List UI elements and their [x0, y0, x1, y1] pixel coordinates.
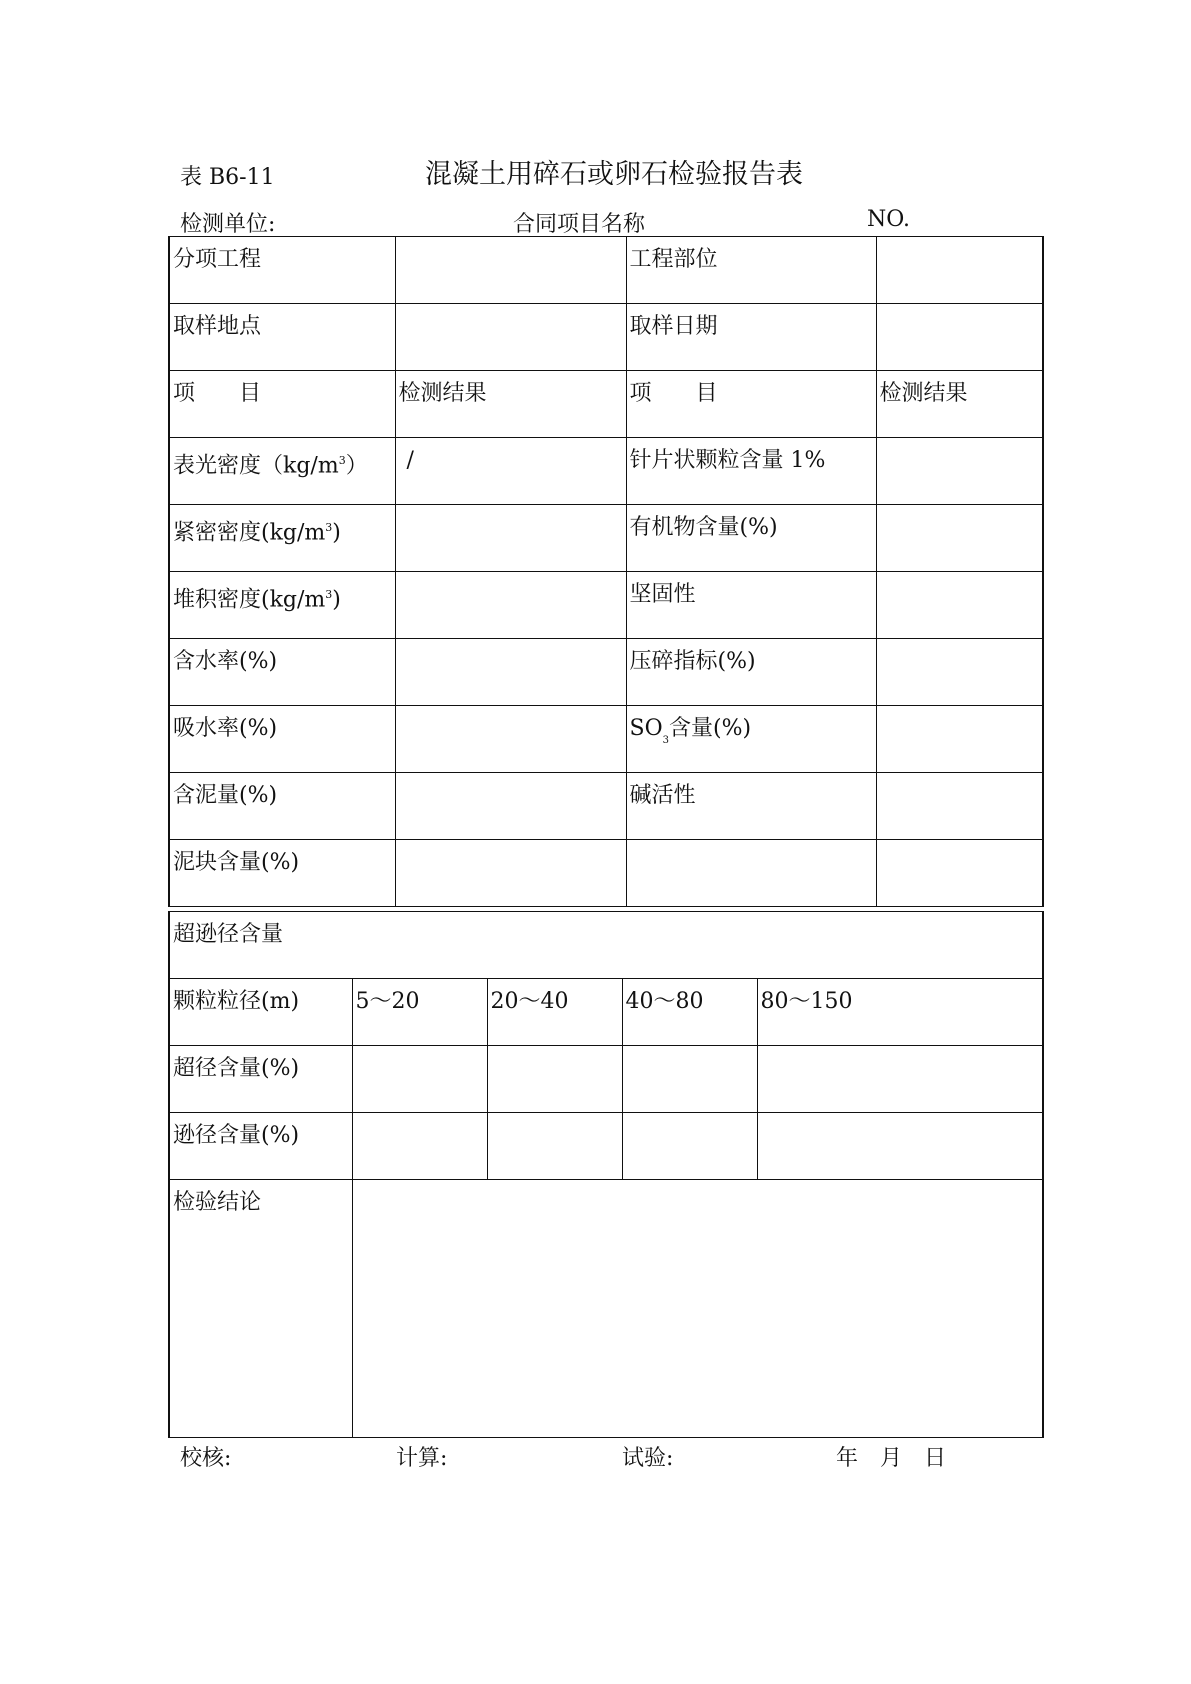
testing-unit-label: 检测单位: — [180, 212, 276, 237]
result-field[interactable] — [395, 840, 626, 907]
table-row — [169, 438, 1043, 505]
test-results-table — [168, 236, 1044, 907]
sampling-date-field[interactable] — [876, 304, 1043, 371]
result-field[interactable] — [395, 773, 626, 840]
item-label: 有机物含量(%) — [626, 505, 876, 572]
oversize-field[interactable] — [622, 1046, 757, 1113]
column-header-item-left: 项 目 — [169, 371, 395, 438]
result-field[interactable]: / — [395, 438, 626, 505]
undersize-field[interactable] — [487, 1113, 622, 1180]
document-title: 混凝土用碎石或卵石检验报告表 — [425, 159, 803, 190]
undersize-field[interactable] — [622, 1113, 757, 1180]
particle-size-label: 颗粒粒径(m) — [169, 979, 352, 1046]
item-label: 吸水率(%) — [169, 706, 395, 773]
item-label: 针片状颗粒含量 1% — [626, 438, 876, 505]
size-range: 5～20 — [352, 979, 487, 1046]
result-field[interactable] — [876, 505, 1043, 572]
sampling-date-label: 取样日期 — [626, 304, 876, 371]
item-label: 泥块含量(%) — [169, 840, 395, 907]
contract-name-label: 合同项目名称 — [513, 212, 646, 237]
result-field[interactable] — [395, 706, 626, 773]
result-field[interactable] — [876, 438, 1043, 505]
undersize-field[interactable] — [352, 1113, 487, 1180]
oversize-label: 超径含量(%) — [169, 1046, 352, 1113]
result-field[interactable] — [395, 505, 626, 572]
result-field[interactable] — [395, 639, 626, 706]
result-field[interactable] — [876, 572, 1043, 639]
date-label: 年 月 日 — [836, 1446, 947, 1471]
table-row — [169, 773, 1043, 840]
oversize-field[interactable] — [487, 1046, 622, 1113]
item-label: 碱活性 — [626, 773, 876, 840]
table-row — [169, 505, 1043, 572]
undersize-label: 逊径含量(%) — [169, 1113, 352, 1180]
calc-label: 计算: — [396, 1446, 448, 1471]
number-label: NO. — [867, 207, 910, 232]
size-range: 40～80 — [622, 979, 757, 1046]
conclusion-label: 检验结论 — [169, 1180, 352, 1438]
column-header-result-right: 检测结果 — [876, 371, 1043, 438]
column-header-item-right: 项 目 — [626, 371, 876, 438]
column-header-result-left: 检测结果 — [395, 371, 626, 438]
table-number: 表 B6-11 — [180, 165, 275, 190]
item-label: 含水率(%) — [169, 639, 395, 706]
item-label: 堆积密度$(kg/m^3)$ — [169, 572, 395, 639]
size-range: 80～150 — [757, 979, 1043, 1046]
table-row — [169, 840, 1043, 907]
result-field[interactable] — [395, 572, 626, 639]
item-label: $SO_3$含量(%) — [626, 706, 876, 773]
subitem-label: 分项工程 — [169, 237, 395, 304]
oversize-field[interactable] — [352, 1046, 487, 1113]
item-label — [626, 840, 876, 907]
size-range: 20～40 — [487, 979, 622, 1046]
size-content-table — [168, 911, 1044, 1438]
result-field[interactable] — [876, 773, 1043, 840]
item-label: 压碎指标(%) — [626, 639, 876, 706]
sampling-place-field[interactable] — [395, 304, 626, 371]
oversize-field[interactable] — [757, 1046, 1043, 1113]
result-field[interactable] — [876, 706, 1043, 773]
sampling-place-label: 取样地点 — [169, 304, 395, 371]
location-field[interactable] — [876, 237, 1043, 304]
table-row — [169, 572, 1043, 639]
check-label: 校核: — [180, 1446, 232, 1471]
item-label: 含泥量(%) — [169, 773, 395, 840]
item-label: 表光密度$(kg/m^3)$ — [169, 438, 395, 505]
undersize-field[interactable] — [757, 1113, 1043, 1180]
size-section-heading: 超逊径含量 — [169, 912, 1043, 979]
conclusion-field[interactable] — [352, 1180, 1043, 1438]
item-label: 紧密密度$(kg/m^3)$ — [169, 505, 395, 572]
result-field[interactable] — [876, 639, 1043, 706]
test-label: 试验: — [622, 1446, 674, 1471]
table-row — [169, 639, 1043, 706]
subitem-field[interactable] — [395, 237, 626, 304]
table-row — [169, 706, 1043, 773]
result-field[interactable] — [876, 840, 1043, 907]
location-label: 工程部位 — [626, 237, 876, 304]
item-label: 坚固性 — [626, 572, 876, 639]
